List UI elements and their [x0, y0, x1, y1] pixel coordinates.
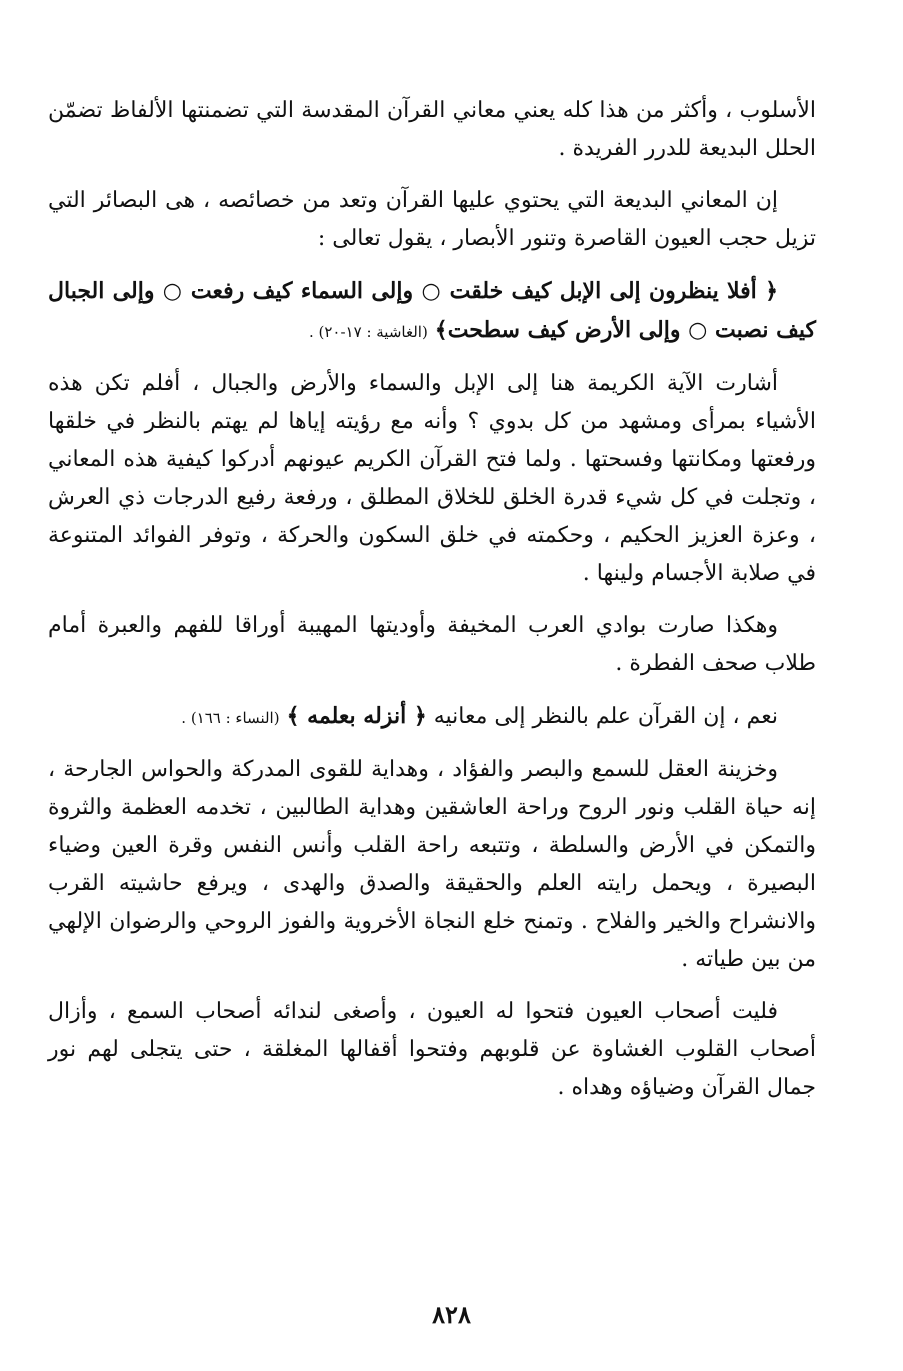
page-number: ٨٢٨: [432, 1300, 471, 1329]
verse-reference: (النساء : ١٦٦) .: [181, 709, 280, 727]
verse-text: ﴿ أفلا ينظرون إلى الإبل كيف خلقت ○ وإلى السماء كيف رفعت ○ وإلى الجبال كيف نصبت ○ وإلى الأرض كيف سطحت﴾: [48, 278, 816, 343]
paragraph-8: فليت أصحاب العيون فتحوا له العيون ، وأصغى لندائه أصحاب السمع ، وأزال أصحاب القلوب الغشاوة عن قلوبهم وفتحوا أقفالها المغلقة ، حتى يتجلى لهم نور جمال القرآن وضياؤه وهداه .: [48, 999, 816, 1100]
page-body: [48, 92, 816, 1121]
paragraph-1: الأسلوب ، وأكثر من هذا كله يعني معاني القرآن المقدسة التي تضمنتها الألفاظ تضمّن الحلل البديعة للدرر الفريدة .: [48, 98, 816, 161]
lead-text: نعم ، إن القرآن علم بالنظر إلى معانيه: [433, 704, 778, 729]
paragraph-4: أشارت الآية الكريمة هنا إلى الإبل والسماء والأرض والجبال ، أفلم تكن هذه الأشياء بمرأى ومشهد من كل بدوي ؟ وأنه مع رؤيته إياها لم يهتم بالنظر في خلقها ورفعتها ومكانتها وفسحتها . ولما فتح القرآن الكريم عيونهم أدركوا كيفية هذه المعاني ، وتجلت في كل شيء قدرة الخلق للخلاق المطلق ، ورفعة رفيع الدرجات ذي العرش ، وعزة العزيز الحكيم ، وحكمته في خلق السكون والحركة ، وتوفر الفوائد المتنوعة في صلابة الأجسام ولينها .: [48, 371, 816, 586]
verse-text: ﴿ أنزله بعلمه ﴾: [286, 703, 427, 729]
paragraph-5: وهكذا صارت بوادي العرب المخيفة وأوديتها المهيبة أوراقا للفهم والعبرة أمام طلاب صحف الفطرة .: [48, 613, 816, 676]
paragraph-2: إن المعاني البديعة التي يحتوي عليها القرآن وتعد من خصائصه ، هى البصائر التي تزيل حجب العيون القاصرة وتنور الأبصار ، يقول تعالى :: [48, 188, 816, 251]
quran-verse-ghashiya: [48, 272, 816, 351]
quran-verse-nisa: [48, 697, 816, 737]
paragraph-7: وخزينة العقل للسمع والبصر والفؤاد ، وهداية للقوى المدركة والحواس الجارحة ، إنه حياة القلب ونور الروح وراحة العاشقين وهداية الطالبين ، تخدمه العظمة والثروة والتمكن في الأرض والسلطة ، وتتبعه راحة القلب وأنس النفس وقرة العين وضياء البصيرة ، ويحمل رايته العلم والحقيقة والصدق والهدى ، ويرفع حاشيته القرب والانشراح والخير والفلاح . وتمنح خلع النجاة الأخروية والفوز الروحي والرضوان الإلهي من بين طياته .: [48, 757, 816, 972]
verse-reference: (الغاشية : ١٧-٢٠) .: [308, 323, 428, 341]
